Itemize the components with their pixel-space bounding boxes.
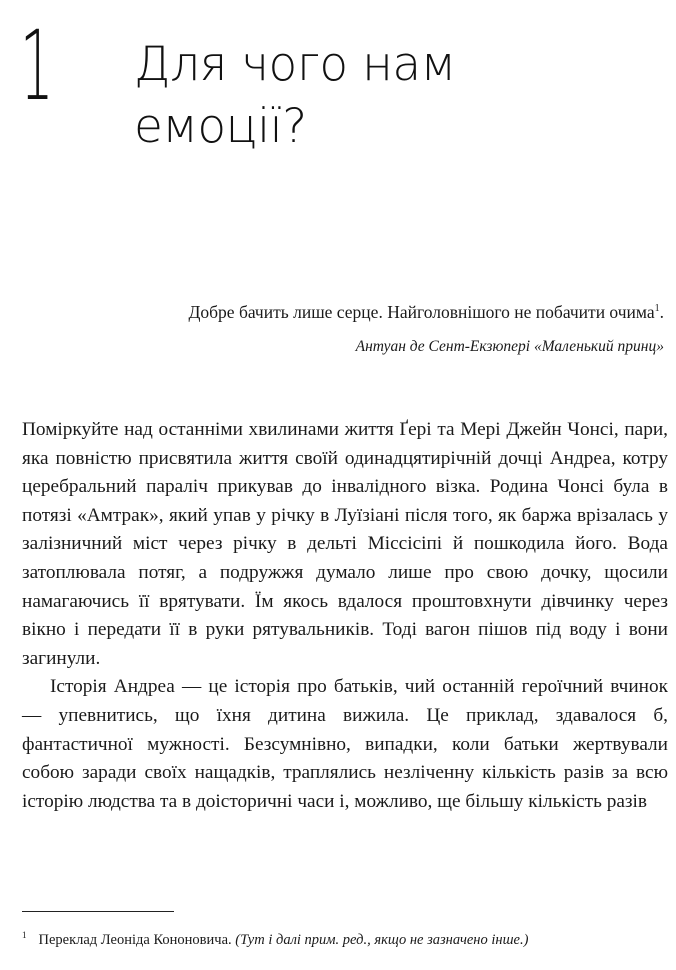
footnote (22, 930, 668, 950)
epigraph (44, 300, 664, 358)
body-paragraph-2: Історія Андреа — це історія про батьків, чий останній героїчний вчинок — упевнитись, що їхня дитина вижила. Це приклад, здавалося б, фантастичної мужності. Безсумнівно, випадки, коли батьки жертвували собою заради своїх нащадків, траплялись незліченну кількість разів за всю історію людства та в доісторичні часи і, можливо, ще більшу кількість разів (22, 676, 668, 812)
footnote-mark: 1 (22, 930, 27, 941)
body-paragraph-1: Поміркуйте над останніми хвилинами життя Ґері та Мері Джейн Чонсі, пари, яка повністю присвятила життя своїй одинадцятирічній дочці Андреа, котру церебральний параліч прикував до інвалідного візка. Родина Чонсі була в потязі «Амтрак», який упав у річку в Луїзіані після того, як баржа врізалась у залізничний міст через річку в дельті Міссісіпі й пошкодила його. Вода затоплювала потяг, а подружжя думало лише про свою дочку, щосили намагаючись її врятувати. Їм якось вдалося проштовхнути дівчинку через вікно і передати її в руки рятувальників. Тоді вагон пішов під воду і вони загинули. (22, 419, 668, 669)
body-text (22, 416, 668, 816)
chapter-title-line-1: Для чого нам (134, 37, 456, 92)
epigraph-quote: Добре бачить лише серце. Найголовнішого не побачити очима$^1$. (188, 302, 664, 322)
chapter-number: 1 (20, 10, 54, 122)
footnote-divider (22, 911, 174, 912)
chapter-title-line-2: емоції? (134, 99, 307, 154)
epigraph-attribution: Антуан де Сент-Екзюпері «Маленький принц» (355, 338, 664, 355)
footnote-editor-note: (Тут і далі прим. ред., якщо не зазначено інше.) (235, 932, 529, 948)
epigraph-footnote-ref: 1 (654, 303, 660, 315)
footnote-text: Переклад Леоніда Кононовича. (38, 932, 232, 948)
epigraph-quote-text: Добре бачить лише серце. Найголовнішого не побачити очима (188, 302, 655, 322)
chapter-title (134, 34, 654, 158)
